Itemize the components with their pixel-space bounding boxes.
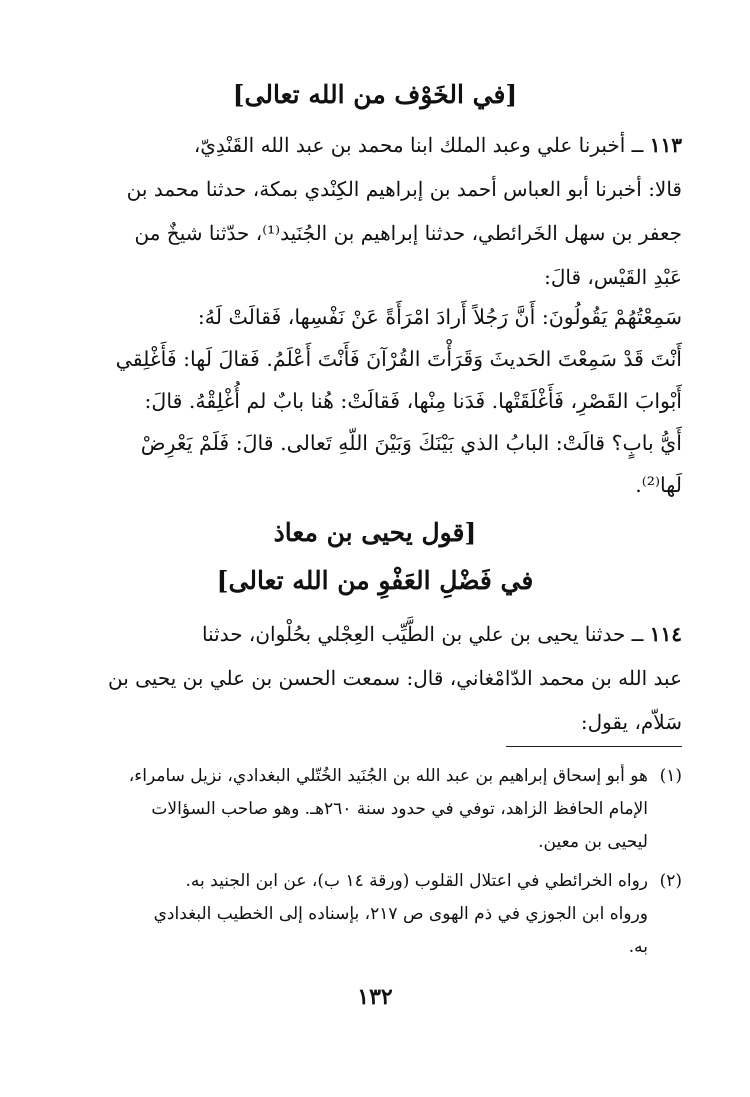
hadith-114-chain: [68, 612, 682, 744]
footnote-1-body: [68, 760, 648, 859]
narration-line-5: لَها⁽²⁾.: [635, 473, 682, 497]
footnote-1-marker: (١): [659, 766, 682, 786]
footnote-1-line-2: الإمام الحافظ الزاهد، توفي في حدود سنة ٢٦٠هـ. وهو صاحب السؤالات: [151, 799, 648, 819]
hadith-113-text-1: ــ أخبرنا علي وعبد الملك ابنا محمد بن عبد الله القَنْدِيّ،: [193, 133, 644, 157]
footnote-2-line-2: ورواه ابن الجوزي في ذم الهوى ص ٢١٧، بإسناده إلى الخطيب البغدادي: [153, 904, 648, 924]
footnote-1: [68, 760, 682, 859]
hadith-113-line-4: عَبْدِ القَيْس، قالَ:: [544, 265, 682, 289]
footnote-2-body: [68, 865, 648, 964]
section-heading-yahya-line-1: [قول يحيى بن معاذ: [273, 518, 477, 547]
hadith-113-line-3: جعفر بن سهل الخَرائطي، حدثنا إبراهيم بن الجُنَيد⁽¹⁾، حدّثنا شيخٌ من: [134, 221, 682, 245]
hadith-number-113: ١١٣: [649, 133, 682, 157]
footnotes: [68, 760, 682, 970]
narration-line-2: أَنْتَ قَدْ سَمِعْتَ الحَديثَ وَقَرَأْتَ القُرْآنَ فَأَنْتَ أَعْلَمُ. فَقالَ لَها: فَأَغْلِقي: [115, 347, 682, 371]
section-heading-yahya-line-2: في فَضْلِ العَفْوِ من الله تعالى]: [216, 566, 534, 595]
hadith-114-line-3: سَلاّم، يقول:: [580, 710, 682, 734]
footnote-divider: [506, 746, 682, 747]
footnote-1-line-1: هو أبو إسحاق إبراهيم بن عبد الله بن الجُنَيد الخُتّلي البغدادي، نزيل سامراء،: [128, 766, 648, 786]
narration-line-4: أَيُّ بابٍ؟ قالَتْ: البابُ الذي بَيْنَكَ وَبَيْنَ اللّهِ تَعالى. قالَ: فَلَمْ يَعْرِضْ: [140, 431, 682, 455]
hadith-number-114: ١١٤: [649, 622, 682, 646]
footnote-2-line-1: رواه الخرائطي في اعتلال القلوب (ورقة ١٤ ب)، عن ابن الجنيد به.: [185, 871, 648, 891]
page-number: ١٣٢: [357, 984, 393, 1010]
hadith-114-line-2: عبد الله بن محمد الدّامْغاني، قال: سمعت الحسن بن علي بن يحيى بن: [107, 666, 682, 690]
footnote-1-line-3: ليحيى بن معين.: [538, 832, 648, 852]
hadith-114-text-1: ــ حدثنا يحيى بن علي بن الطَّيِّب العِجْلي بحُلْوان، حدثنا: [202, 622, 644, 646]
footnote-2-marker: (٢): [659, 871, 682, 891]
narration-line-1: سَمِعْتُهُمْ يَقُولُونَ: أَنَّ رَجُلاً أَرادَ امْرَأَةً عَنْ نَفْسِها، فَقالَتْ لَهُ:: [197, 305, 682, 329]
footnote-2: [68, 865, 682, 964]
narration-line-3: أَبْوابَ القَصْرِ، فَأَغْلَقَتْها. فَدَنا مِنْها، فَقالَتْ: هُنا بابٌ لم أُغْلِقْهُ. قالَ:: [144, 389, 682, 413]
hadith-113-line-1: [68, 123, 682, 167]
hadith-114-line-1: [68, 612, 682, 656]
section-heading-fear-of-god: [في الخَوْف من الله تعالى]: [232, 80, 518, 109]
hadith-113-line-2: قالا: أخبرنا أبو العباس أحمد بن إبراهيم الكِنْدي بمكة، حدثنا محمد بن: [126, 177, 682, 201]
footnote-2-line-3: به.: [628, 937, 648, 957]
hadith-113-narration: [68, 296, 682, 506]
book-page: [68, 0, 682, 1097]
hadith-113-chain: [68, 123, 682, 299]
